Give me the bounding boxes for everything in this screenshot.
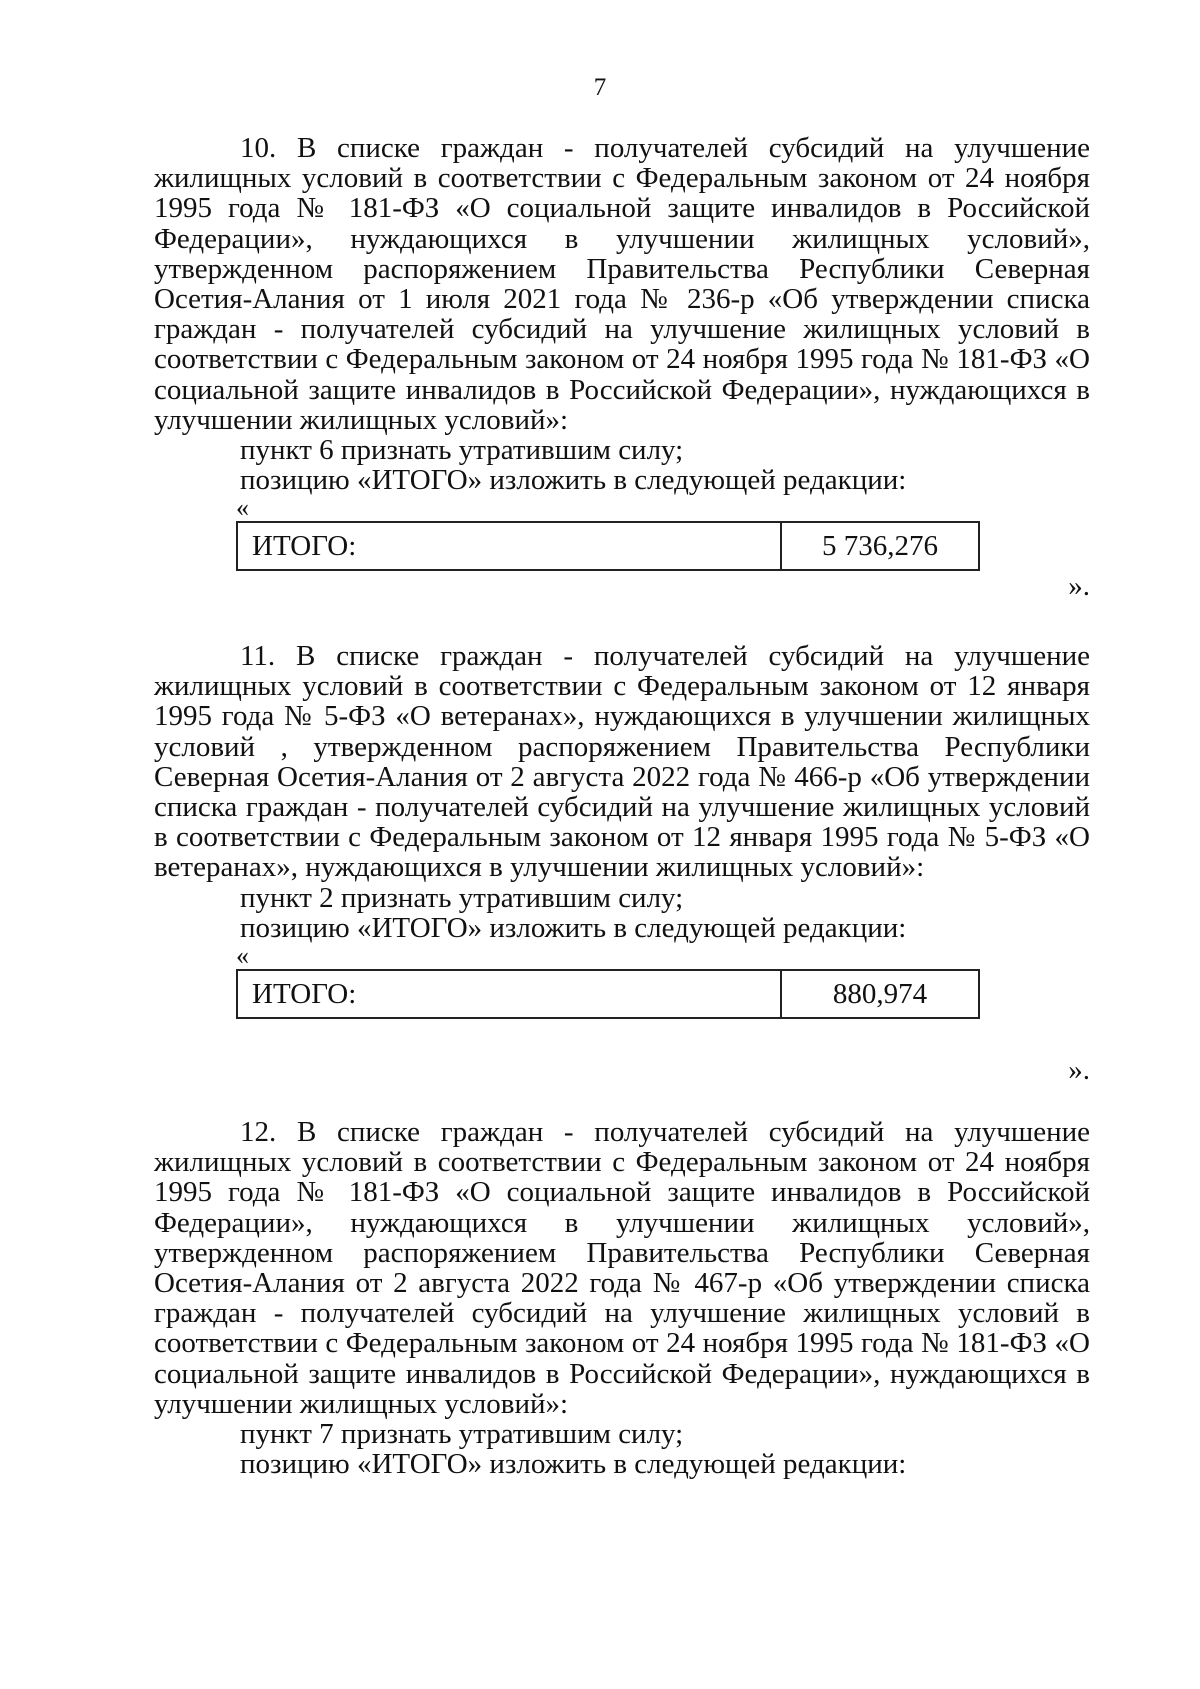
- section-line: пункт 2 признать утратившим силу;: [240, 881, 684, 914]
- table-row: [237, 970, 979, 1018]
- quote-open: «: [236, 941, 249, 971]
- quote-close: ».: [1068, 570, 1090, 603]
- total-label: ИТОГО:: [237, 522, 781, 570]
- quote-close: ».: [1068, 1054, 1090, 1087]
- section-line: позицию «ИТОГО» изложить в следующей редакции:: [240, 911, 907, 944]
- section-paragraph: 11. В списке граждан - получателей субсидий на улучшение жилищных условий в соответствии с Федеральным законом от 12 января 1995 года № 5-ФЗ «О ветеранах», нуждающихся в улучшении жилищных условий , утвержденном распоряжением Правительства Республики Северная Осетия-Алания от 2 августа 2022 года № 466-р «Об утверждении списка граждан - получателей субсидий на улучшение жилищных условий в соответствии с Федеральным законом от 12 января 1995 года № 5-ФЗ «О ветеранах», нуждающихся в улучшении жилищных условий»:: [154, 640, 1090, 884]
- section-10: [154, 133, 1090, 602]
- total-value: 880,974: [781, 970, 979, 1018]
- total-table: [236, 521, 980, 571]
- total-value: 5 736,276: [781, 522, 979, 570]
- page-number: 7: [593, 74, 607, 101]
- section-12: [154, 1117, 1090, 1479]
- total-table: [236, 969, 980, 1019]
- quote-open: «: [236, 493, 249, 523]
- section-line: позицию «ИТОГО» изложить в следующей редакции:: [240, 464, 907, 497]
- section-line: пункт 7 признать утратившим силу;: [240, 1418, 684, 1451]
- table-row: [237, 522, 979, 570]
- total-label: ИТОГО:: [237, 970, 781, 1018]
- section-line: позицию «ИТОГО» изложить в следующей редакции:: [240, 1448, 907, 1481]
- section-11: [154, 641, 1090, 1085]
- section-paragraph: 10. В списке граждан - получателей субсидий на улучшение жилищных условий в соответствии с Федеральным законом от 24 ноября 1995 года № 181-ФЗ «О социальной защите инвалидов в Российской Федерации», нуждающихся в улучшении жилищных условий», утвержденном распоряжением Правительства Республики Северная Осетия-Алания от 1 июля 2021 года № 236-р «Об утверждении списка граждан - получателей субсидий на улучшение жилищных условий в соответствии с Федеральным законом от 24 ноября 1995 года № 181-ФЗ «О социальной защите инвалидов в Российской Федерации», нуждающихся в улучшении жилищных условий»:: [154, 132, 1090, 436]
- section-paragraph: 12. В списке граждан - получателей субсидий на улучшение жилищных условий в соответствии с Федеральным законом от 24 ноября 1995 года № 181-ФЗ «О социальной защите инвалидов в Российской Федерации», нуждающихся в улучшении жилищных условий», утвержденном распоряжением Правительства Республики Северная Осетия-Алания от 2 августа 2022 года № 467-р «Об утверждении списка граждан - получателей субсидий на улучшение жилищных условий в соответствии с Федеральным законом от 24 ноября 1995 года № 181-ФЗ «О социальной защите инвалидов в Российской Федерации», нуждающихся в улучшении жилищных условий»:: [154, 1116, 1090, 1420]
- section-line: пункт 6 признать утратившим силу;: [240, 434, 684, 467]
